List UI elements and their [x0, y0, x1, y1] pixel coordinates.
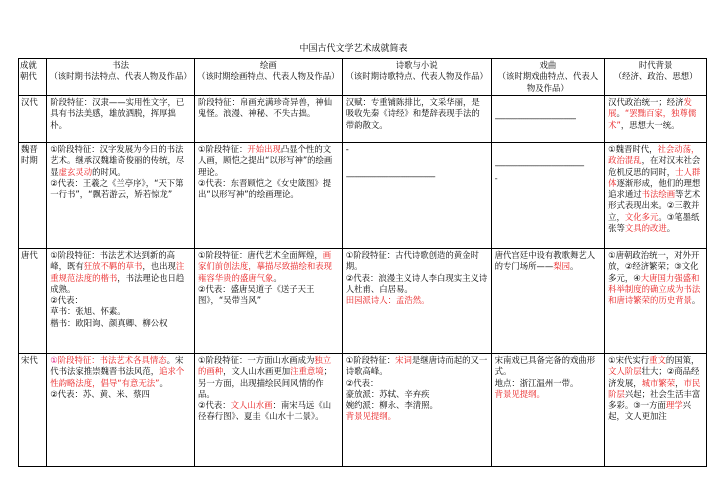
header-row: [19, 59, 707, 96]
poetry-cell: ①阶段特征：宋词是继唐诗而起的又一诗歌高峰。 ②代表： 豪放派：苏轼、辛弃疾 婉约派：柳永、李清照。 背景见提纲。: [342, 354, 491, 467]
era-cell: 魏晋时期: [19, 143, 47, 249]
calligraphy-cell: ①阶段特征：书法艺术达到新的高峰，既有狂放不羁的草书，也出现注重规范法度的楷书，书法理论也日趋成熟。 ②代表： 草书：张旭、怀素。 楷书：欧阳询、颜真卿、柳公权: [47, 249, 195, 354]
column-header-calligraphy: 书法 （该时期书法特点、代表人物及作品）: [47, 59, 195, 96]
era-cell: 唐代: [19, 249, 47, 354]
opera-cell: 宋南戏已具备完备的戏曲形式。 地点：浙江温州一带。 背景见提纲。: [491, 354, 605, 467]
achievements-table: [18, 58, 707, 467]
table-row: [19, 354, 707, 467]
corner-bottom: 朝代: [20, 71, 37, 82]
corner-cell: [19, 59, 47, 96]
calligraphy-cell: ①阶段特征：书法艺术各具情态。宋代书法家推崇魏晋书法风范，追求个性韵略法度，倡导“有意无法”。 ②代表：苏、黄、米、蔡四: [47, 354, 195, 467]
table-row: [19, 249, 707, 354]
opera-cell: 唐代宫廷中设有教歌舞艺人的专门场所——梨园。: [491, 249, 605, 354]
table-title: 中国古代文学艺术成就简表: [299, 44, 408, 54]
opera-cell: -------------------------------------------- -: [491, 143, 605, 249]
painting-cell: ①阶段特征：一方面山水画成为独立的画种，文人山水画更加注重意境；另一方面，出现描绘民间风情的作品。 ②代表：文人山水画：南宋马远《山径春行图》、夏圭《山水十二景》。: [195, 354, 343, 467]
column-header-opera: 戏曲 （该时期戏曲特点、代表人物及作品）: [491, 59, 605, 96]
painting-cell: ①阶段特征：开始出现凸显个性的文人画，顾恺之提出“以形写神”的绘画理论。 ②代表：东晋顾恺之《女史箴图》提出“以形写神”的绘画理论。: [195, 143, 343, 249]
table-row: [19, 143, 707, 249]
calligraphy-cell: ①阶段特征：汉字发展为今日的书法艺术。继承汉魏雄奇俊丽的传统，尽显虚玄灵动的时风。 ②代表：王羲之《兰亭序》，“天下第一行书”，“飘若游云，矫若惊龙”: [47, 143, 195, 249]
background-cell: ①唐朝政治统一，对外开放，②经济繁荣；③文化多元，④大唐国力强盛和科举制度的确立成为书法和唐诗繁荣的历史背景。: [605, 249, 707, 354]
painting-cell: ①阶段特征：唐代艺术全面辉煌，画家们前创法度，摹描尽致描绘和表现雍容华贵的盛唐气象。 ②代表：盛唐吴道子《送子天王图》，“吴带当风”: [195, 249, 343, 354]
background-cell: ①魏晋时代，社会动荡，政治混乱，在对汉末社会危机反思的同时，士人群体逐渐形成，他们的理想追求通过书法绘画等艺术形式表现出来。②三教并立，文化多元。③笔墨纸张等文具的改进。: [605, 143, 707, 249]
column-header-background: 时代背景 （经济、政治、思想）: [605, 59, 707, 96]
calligraphy-cell: 阶段特征：汉隶——实用性文字，已具有书法美感，雄放洒脱，挥厚拙朴。: [47, 96, 195, 143]
poetry-cell: ①阶段特征：古代诗歌创造的黄金时期。 ②代表：浪漫主义诗人李白现实主义诗人杜甫、白居易。 田园派诗人：孟浩然。: [342, 249, 491, 354]
poetry-cell: 汉赋：专重铺陈排比，文采华丽，是吸收先秦《诗经》和楚辞表现手法的带韵散文。: [342, 96, 491, 143]
background-cell: 汉代政治统一；经济发展。“罢黜百家，独尊儒术”，思想大一统。: [605, 96, 707, 143]
era-cell: 汉代: [19, 96, 47, 143]
corner-top: 成就: [20, 60, 37, 70]
column-header-painting: 绘画 （该时期绘画特点、代表人物及作品）: [195, 59, 343, 96]
opera-cell: ----------------------------------------: [491, 96, 605, 143]
painting-cell: 阶段特征：帛画充满珍奇异兽，神仙鬼怪。浪漫、神秘、不失古拙。: [195, 96, 343, 143]
table-row: [19, 96, 707, 143]
background-cell: ①宋代实行重文的国策，文人阶层壮大；②商品经济发展，城市繁荣，市民阶层兴起；社会生活丰富多彩。③一方面理学兴起，文人更加注: [605, 354, 707, 467]
era-cell: 宋代: [19, 354, 47, 467]
poetry-cell: - --------------------------------------------: [342, 143, 491, 249]
column-header-poetry: 诗歌与小说 （该时期诗歌特点、代表人物及作品）: [342, 59, 491, 96]
